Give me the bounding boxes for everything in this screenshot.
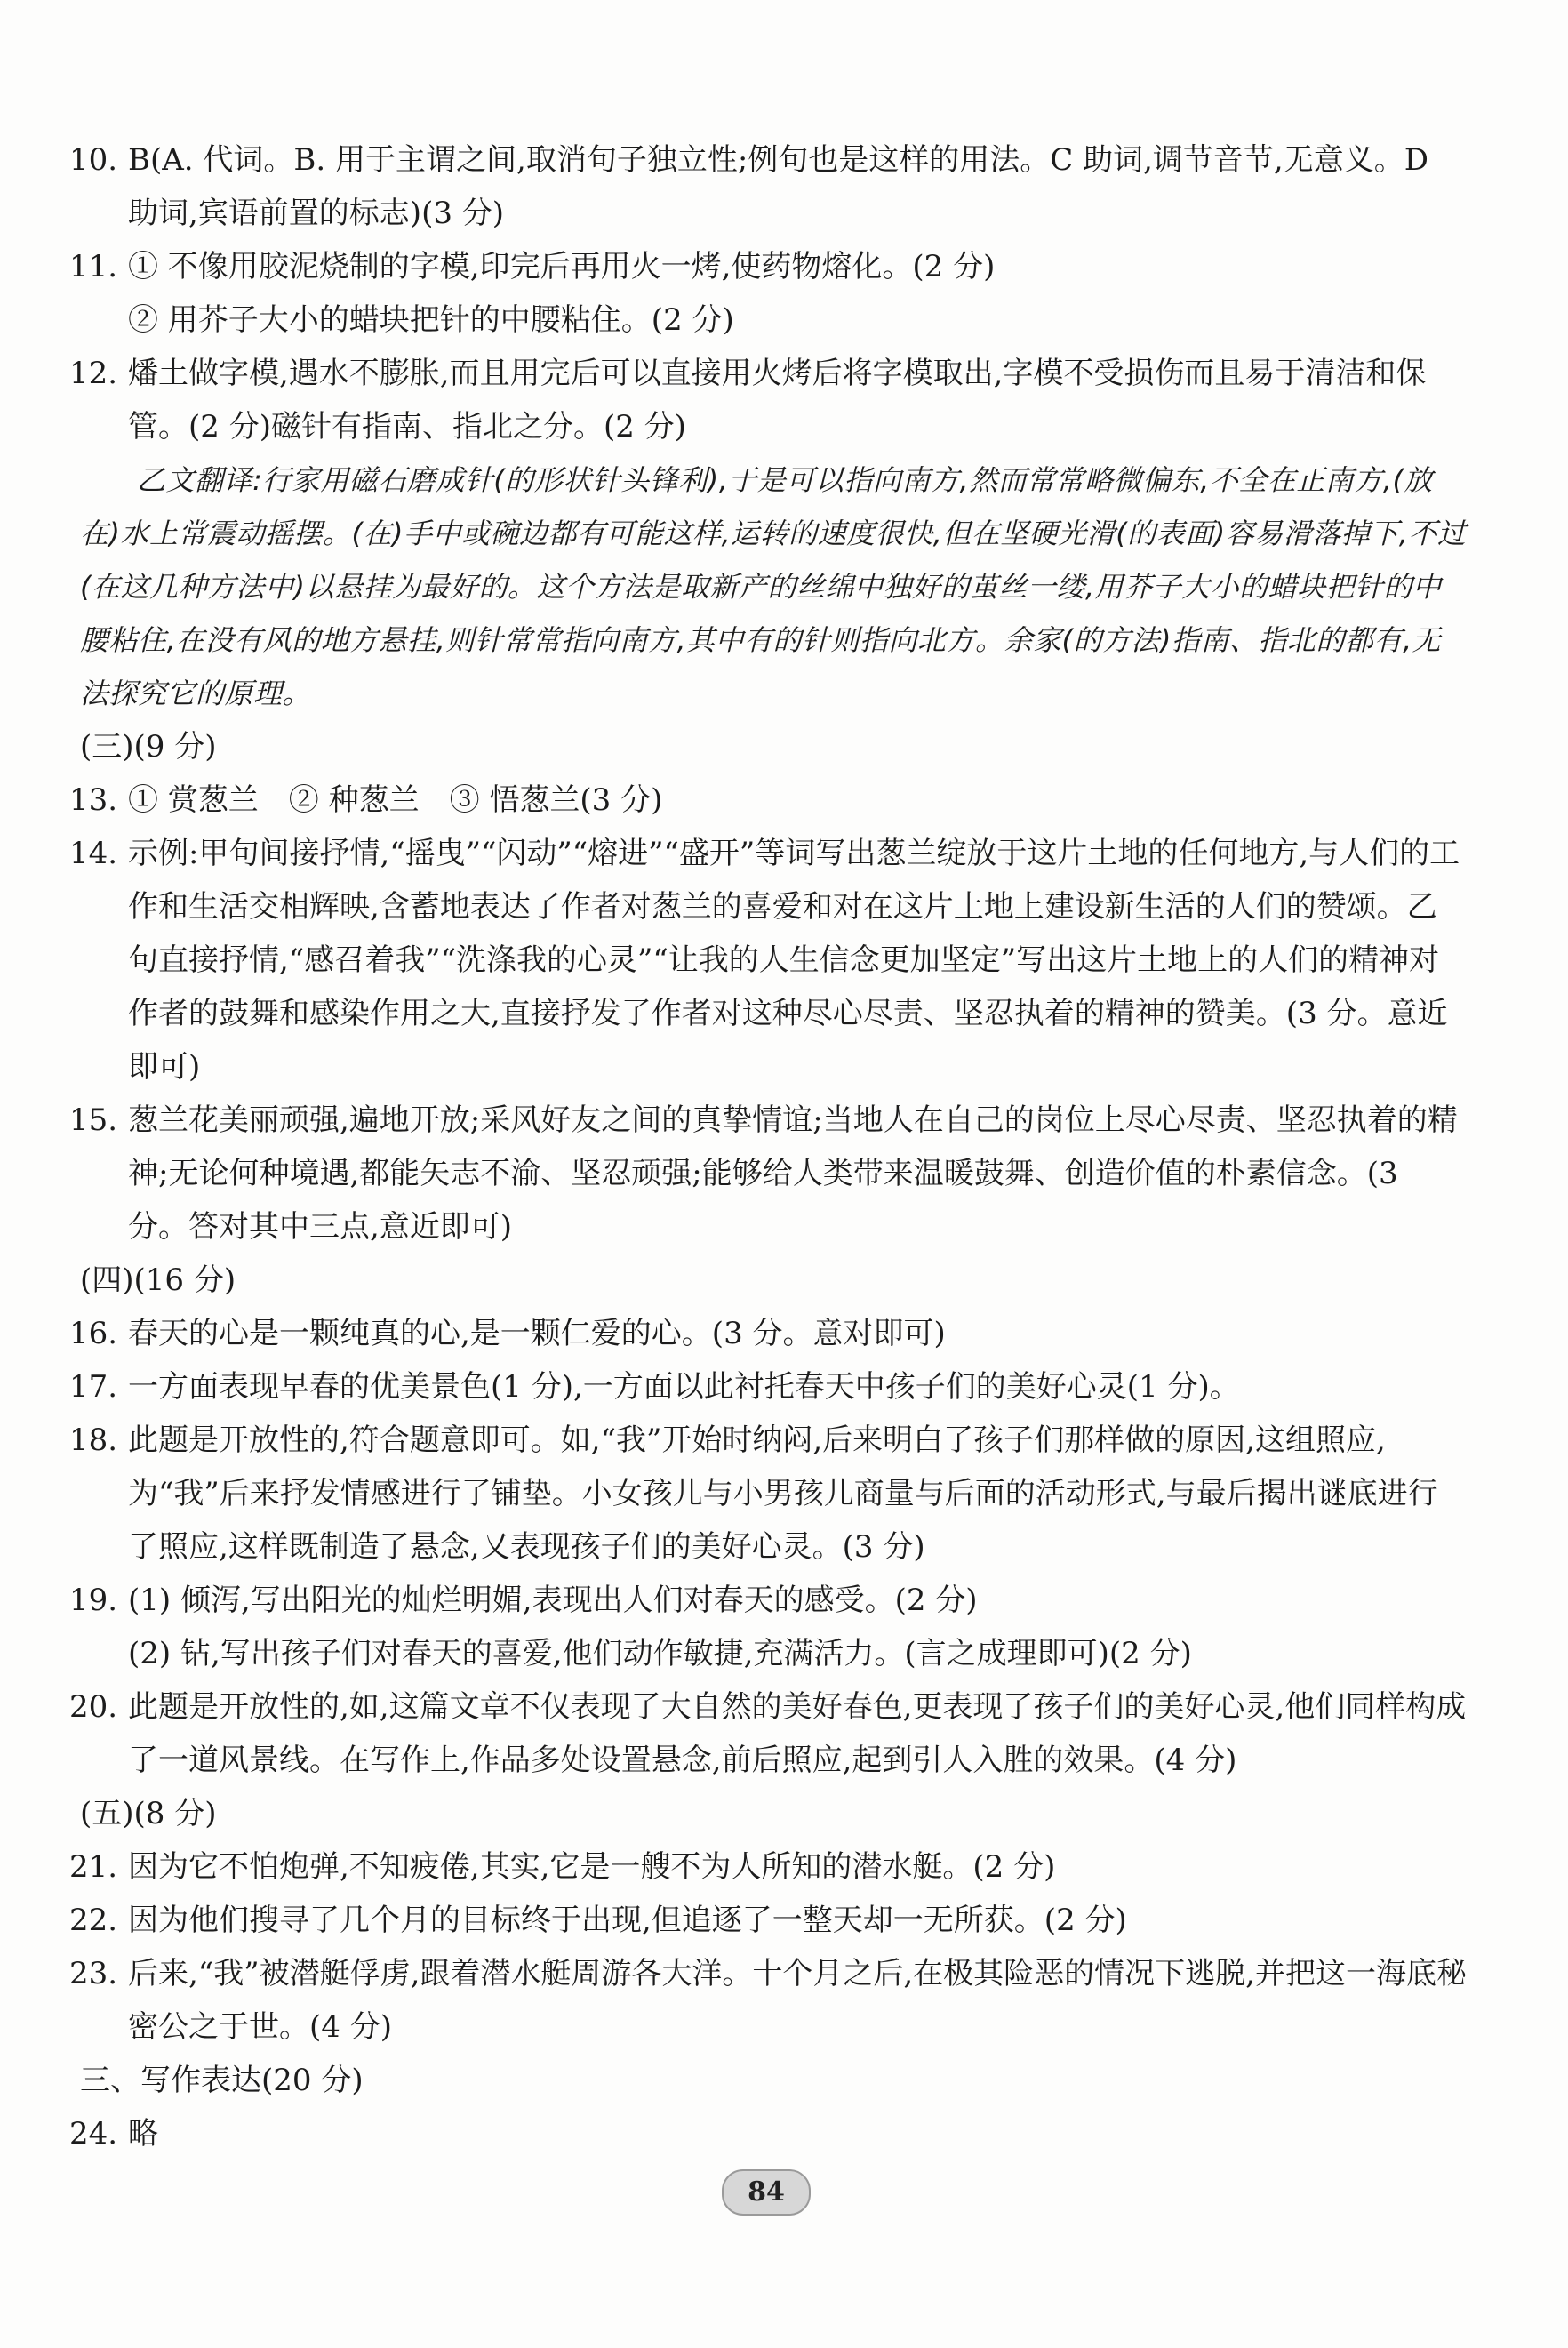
- question-number: 20.: [69, 1689, 118, 1725]
- answer-text: 此题是开放性的,符合题意即可。如,“我”开始时纳闷,后来明白了孩子们那样做的原因,这组照应,为“我”后来抒发情感进行了铺垫。小女孩儿与小男孩儿商量与后面的活动形式,与最后揭出谜底进行了照应,这样既制造了悬念,又表现孩子们的美好心灵。(3 分): [128, 1422, 1438, 1565]
- answer-text: 后来,“我”被潜艇俘虏,跟着潜水艇周游各大洋。十个月之后,在极其险恶的情况下逃脱,并把这一海底秘密公之于世。(4 分): [128, 1956, 1467, 2045]
- answer-item: [69, 773, 1467, 827]
- answer-text: ① 不像用胶泥烧制的字模,印完后再用火一烤,使药物熔化。(2 分): [128, 249, 996, 284]
- answer-text: 一方面表现早春的优美景色(1 分),一方面以此衬托春天中孩子们的美好心灵(1 分)。: [128, 1369, 1240, 1405]
- answer-item: [69, 1894, 1467, 1947]
- question-number: 12.: [69, 356, 118, 391]
- answer-item: [69, 1414, 1467, 1574]
- answer-subitem: [80, 293, 1467, 347]
- question-number: 15.: [69, 1102, 118, 1138]
- answer-text: 略: [128, 2116, 158, 2152]
- translation-paragraph: 乙文翻译:行家用磁石磨成针(的形状针头锋利),于是可以指向南方,然而常常略微偏东,不全在正南方,(放在)水上常震动摇摆。(在)手中或碗边都有可能这样,运转的速度很快,但在坚硬光滑(的表面)容易滑落掉下,不过(在这几种方法中)以悬挂为最好的。这个方法是取新产的丝绵中独好的茧丝一缕,用芥子大小的蜡块把针的中腰粘住,在没有风的地方悬挂,则针常常指向南方,其中有的针则指向北方。余家(的方法)指南、指北的都有,无法探究它的原理。: [80, 463, 1467, 710]
- question-number: 11.: [69, 249, 118, 284]
- answer-text: 葱兰花美丽顽强,遍地开放;采风好友之间的真挚情谊;当地人在自己的岗位上尽心尽责、坚忍执着的精神;无论何种境遇,都能矢志不渝、坚忍顽强;能够给人类带来温暖鼓舞、创造价值的朴素信念。(3 分。答对其中三点,意近即可): [128, 1102, 1458, 1245]
- answer-item: [69, 133, 1467, 240]
- section-heading: (四)(16 分): [80, 1262, 236, 1298]
- question-number: 19.: [69, 1583, 118, 1618]
- question-number: 14.: [69, 836, 118, 871]
- question-number: 13.: [69, 782, 118, 818]
- page-number-badge: 84: [722, 2169, 811, 2216]
- answer-item: [69, 1840, 1467, 1894]
- answer-text: 因为他们搜寻了几个月的目标终于出现,但追逐了一整天却一无所获。(2 分): [128, 1903, 1127, 1938]
- section-heading: (三)(9 分): [80, 729, 217, 765]
- answer-text: (1) 倾泻,写出阳光的灿烂明媚,表现出人们对春天的感受。(2 分): [128, 1583, 978, 1618]
- question-number: 24.: [69, 2116, 118, 2152]
- question-number: 22.: [69, 1903, 118, 1938]
- answer-item: [69, 1680, 1467, 1787]
- answer-text: 示例:甲句间接抒情,“摇曳”“闪动”“熔进”“盛开”等词写出葱兰绽放于这片土地的任何地方,与人们的工作和生活交相辉映,含蓄地表达了作者对葱兰的喜爱和对在这片土地上建设新生活的人们的赞颂。乙句直接抒情,“感召着我”“洗涤我的心灵”“让我的人生信念更加坚定”写出这片土地上的人们的精神对作者的鼓舞和感染作用之大,直接抒发了作者对这种尽心尽责、坚忍执着的精神的赞美。(3 分。意近即可): [128, 836, 1460, 1085]
- question-number: 16.: [69, 1316, 118, 1351]
- answer-text: B(A. 代词。B. 用于主谓之间,取消句子独立性;例句也是这样的用法。C 助词,调节音节,无意义。D 助词,宾语前置的标志)(3 分): [128, 142, 1428, 231]
- question-number: 21.: [69, 1849, 118, 1885]
- section-heading: (五)(8 分): [80, 1796, 217, 1831]
- answer-subtext: (2) 钻,写出孩子们对春天的喜爱,他们动作敏捷,充满活力。(言之成理即可)(2 分): [128, 1636, 1192, 1671]
- answer-subtext: ② 用芥子大小的蜡块把针的中腰粘住。(2 分): [128, 302, 734, 338]
- answer-item: [69, 1094, 1467, 1254]
- answer-item: [69, 827, 1467, 1094]
- answer-item: [69, 1574, 1467, 1627]
- question-number: 10.: [69, 142, 118, 178]
- answer-item: [69, 1947, 1467, 2054]
- answer-item: [69, 1307, 1467, 1360]
- section-heading: 三、写作表达(20 分): [80, 2063, 364, 2098]
- answer-text: 春天的心是一颗纯真的心,是一颗仁爱的心。(3 分。意对即可): [128, 1316, 946, 1351]
- answer-item: [69, 1360, 1467, 1414]
- answer-text: 燔土做字模,遇水不膨胀,而且用完后可以直接用火烤后将字模取出,字模不受损伤而且易于清洁和保管。(2 分)磁针有指南、指北之分。(2 分): [128, 356, 1427, 445]
- answer-text: ① 赏葱兰 ② 种葱兰 ③ 悟葱兰(3 分): [128, 782, 663, 818]
- answer-item: [69, 240, 1467, 293]
- answer-item: [69, 347, 1467, 453]
- question-number: 18.: [69, 1422, 118, 1458]
- question-number: 23.: [69, 1956, 118, 1991]
- answer-text: 此题是开放性的,如,这篇文章不仅表现了大自然的美好春色,更表现了孩子们的美好心灵,他们同样构成了一道风景线。在写作上,作品多处设置悬念,前后照应,起到引人入胜的效果。(4 分): [128, 1689, 1467, 1778]
- question-number: 17.: [69, 1369, 118, 1405]
- answer-item: [69, 2107, 1467, 2160]
- answer-subitem: [80, 1627, 1467, 1680]
- answer-text: 因为它不怕炮弹,不知疲倦,其实,它是一艘不为人所知的潜水艇。(2 分): [128, 1849, 1056, 1885]
- answer-content: [69, 133, 1467, 2160]
